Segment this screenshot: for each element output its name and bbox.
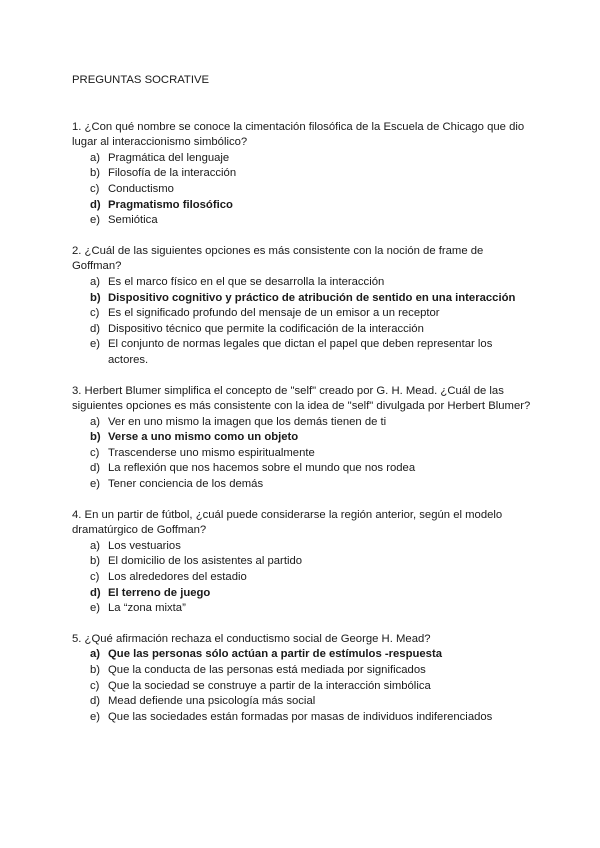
option-e — [72, 601, 532, 617]
option-d — [72, 461, 532, 477]
option-list — [72, 647, 532, 725]
option-text: Los alrededores del estadio — [108, 571, 247, 584]
option-text: Que la conducta de las personas está mediada por significados — [108, 664, 426, 676]
option-letter: c) — [90, 182, 100, 195]
option-letter: a) — [90, 648, 101, 661]
option-text: Que las personas sólo actúan a partir de estímulos -respuesta — [108, 648, 442, 661]
document-title: PREGUNTAS SOCRATIVE — [72, 74, 210, 86]
question-3 — [72, 384, 532, 493]
option-letter: e) — [90, 214, 101, 227]
option-letter: b) — [90, 431, 101, 444]
option-text: Verse a uno mismo como un objeto — [108, 431, 299, 444]
option-letter: c) — [90, 571, 100, 584]
option-text: Tener conciencia de los demás — [108, 478, 264, 491]
option-text: La “zona mixta” — [108, 602, 186, 615]
option-d — [72, 694, 532, 710]
question-1 — [72, 120, 532, 229]
option-list — [72, 415, 532, 493]
option-text: Es el significado profundo del mensaje de un emisor a un receptor — [108, 307, 440, 320]
option-letter: b) — [90, 555, 101, 568]
option-b — [72, 554, 532, 570]
question-text: 4. En un partir de fútbol, ¿cuál puede considerarse la región anterior, según el modelo dramatúrgico de Goffman? — [72, 508, 503, 537]
option-c — [72, 570, 532, 586]
option-a — [72, 647, 532, 663]
option-text: El terreno de juego — [108, 586, 211, 599]
option-text: Pragmática del lenguaje — [108, 151, 230, 164]
option-letter: e) — [90, 710, 101, 723]
option-text: Mead defiende una psicología más social — [108, 695, 316, 708]
option-text: Semiótica — [108, 214, 158, 227]
option-letter: c) — [90, 307, 100, 320]
option-d — [72, 198, 532, 214]
option-e — [72, 213, 532, 229]
option-b — [72, 166, 532, 182]
question-5 — [72, 632, 532, 726]
option-text: Pragmatismo filosófico — [108, 198, 233, 211]
option-c — [72, 679, 532, 695]
option-letter: b) — [90, 291, 101, 304]
option-text: Trascenderse uno mismo espiritualmente — [108, 446, 315, 459]
question-text: 3. Herbert Blumer simplifica el concepto de "self" creado por G. H. Mead. ¿Cuál de las siguientes opciones es más consistente con la idea de "self" divulgada por Herbert Blumer? — [72, 384, 531, 413]
option-text: Dispositivo técnico que permite la codificación de la interacción — [108, 322, 424, 335]
option-text: Ver en uno mismo la imagen que los demás tienen de ti — [108, 415, 387, 428]
option-list — [72, 275, 532, 369]
option-c — [72, 182, 532, 198]
option-letter: b) — [90, 167, 101, 180]
option-letter: b) — [90, 664, 101, 676]
option-e — [72, 337, 532, 368]
option-a — [72, 275, 532, 291]
option-letter: a) — [90, 415, 101, 428]
option-a — [72, 151, 532, 167]
option-a — [72, 415, 532, 431]
option-c — [72, 446, 532, 462]
option-b — [72, 430, 532, 446]
question-text: 5. ¿Qué afirmación rechaza el conductismo social de George H. Mead? — [72, 632, 431, 645]
option-b — [72, 291, 532, 307]
option-text: El domicilio de los asistentes al partido — [108, 555, 303, 568]
option-e — [72, 710, 532, 726]
option-d — [72, 586, 532, 602]
option-a — [72, 539, 532, 555]
option-text: La reflexión que nos hacemos sobre el mundo que nos rodea — [108, 462, 416, 475]
option-text: El conjunto de normas legales que dictan el papel que deben representar los actores. — [108, 338, 493, 366]
question-text: 2. ¿Cuál de las siguientes opciones es más consistente con la noción de frame de Goffman? — [72, 244, 484, 273]
option-letter: c) — [90, 446, 100, 459]
question-4 — [72, 508, 532, 617]
option-letter: a) — [90, 539, 101, 552]
option-letter: d) — [90, 695, 101, 708]
option-letter: d) — [90, 586, 101, 599]
option-d — [72, 322, 532, 338]
option-letter: d) — [90, 198, 101, 211]
document-page — [72, 73, 532, 740]
option-b — [72, 663, 532, 679]
option-letter: a) — [90, 275, 101, 288]
option-text: Que la sociedad se construye a partir de la interacción simbólica — [108, 679, 431, 692]
option-letter: e) — [90, 478, 101, 491]
option-list — [72, 539, 532, 617]
option-letter: e) — [90, 602, 101, 615]
option-letter: d) — [90, 322, 101, 335]
option-text: Los vestuarios — [108, 539, 181, 552]
option-text: Conductismo — [108, 182, 174, 195]
option-letter: c) — [90, 679, 100, 692]
option-text: Que las sociedades están formadas por masas de individuos indiferenciados — [108, 710, 493, 723]
option-text: Dispositivo cognitivo y práctico de atribución de sentido en una interacción — [108, 291, 516, 304]
option-list — [72, 151, 532, 229]
option-text: Es el marco físico en el que se desarrolla la interacción — [108, 275, 385, 288]
option-letter: a) — [90, 151, 101, 164]
question-2 — [72, 244, 532, 369]
option-e — [72, 477, 532, 493]
option-text: Filosofía de la interacción — [108, 167, 237, 180]
question-text: 1. ¿Con qué nombre se conoce la cimentación filosófica de la Escuela de Chicago que dio lugar al interaccionismo simbólico? — [72, 120, 525, 149]
option-letter: e) — [90, 338, 101, 351]
option-letter: d) — [90, 462, 101, 475]
option-c — [72, 306, 532, 322]
